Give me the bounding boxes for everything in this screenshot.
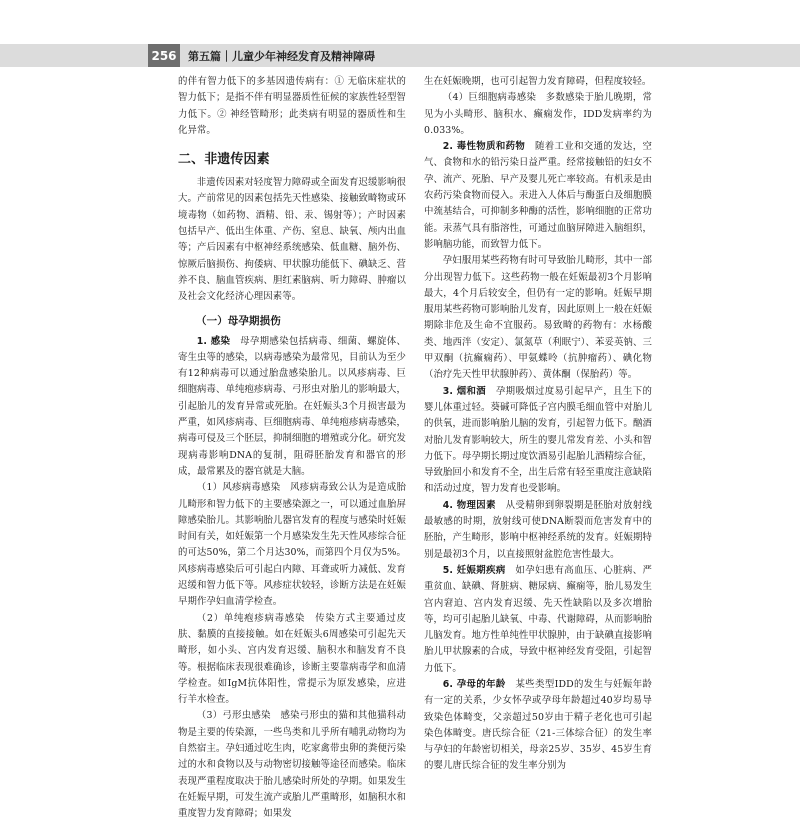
disease-text: 如孕妇患有高血压、心脏病、严重贫血、缺碘、肾脏病、糖尿病、癫痫等，胎儿易发生宫内窘迫、宫内发育迟缓、先天性缺陷以及多次增胎等，均可引起胎儿缺氧、中毒、代谢障碍，从而影响胎儿脑发育。地方性单纯性甲状腺肿，由于缺碘直接影响胎儿甲状腺素的合成，导致中枢神经发育受阻，引起智力低下。	[424, 564, 652, 674]
toxoplasma-paragraph: （3）弓形虫感染 感染弓形虫的猫和其他猫科动物是主要的传染源，一些鸟类和儿乎所有哺乳动物均为自然宿主。孕妇通过吃生肉，吃家禽带虫卵的粪便污染过的水和食物以及与动物密切接触等途径而感染。临床表现严重程度取决于胎儿感染时所处的孕期。如果发生在妊娠早期，可发生流产或胎儿严重畸形，如脑积水和重度智力发育障碍；如果发	[178, 710, 406, 820]
page-header	[148, 44, 688, 67]
age-paragraph	[424, 677, 652, 775]
right-column	[424, 74, 652, 775]
smoking-keyword: 3. 烟和酒	[442, 385, 487, 397]
disease-keyword: 5. 妊娠期疾病	[442, 564, 506, 576]
rubella-paragraph: （1）风疹病毒感染 风疹病毒致公认为是造成胎儿畸形和智力低下的主要感染源之一，可以通过血胎屏障感染胎儿。其影响胎儿器官发育的程度与感染时妊娠时间有关，如妊娠第一个月感染发生先天性风疹综合征的可达50%，第二个月达30%，而第四个月仅为5%。风疹病毒感染后可引起白内障、耳聋或听力减低、发育迟缓和智力低下等。风疹症状较轻，诊断方法是在妊娠早期作孕妇血清学检查。	[178, 482, 406, 608]
infection-text: 母孕期感染包括病毒、细菌、螺旋体、寄生虫等的感染，以病毒感染为最常见，目前认为至少有12种病毒可以通过胎盘感染胎儿。以风疹病毒、巨细胞病毒、单纯疱疹病毒、弓形虫对胎儿的影响最大，引起胎儿的发育异常或死胎。在妊娠头3个月损害最为严重，如风疹病毒、巨细胞病毒、单纯疱疹病毒感染，病毒可侵及三个胚层，抑制细胞的增殖或分化。研究发现病毒影响DNA的复制，阻碍胚胎发育和器官的形成，最常累及的器官就是大脑。	[178, 335, 406, 477]
drugs-paragraph: 孕妇服用某些药物有时可导致胎儿畸形，其中一部分出现智力低下。这些药物一般在妊娠最初3个月影响最大，4个月后较安全，但仍有一定的影响。妊娠早期服用某些药物可影响胎儿发育，因此原则上一般在妊娠期除非危及生命不宜服药。易致畸的药物有：水杨酸类、地西泮（安定）、氯氮草（利眠宁）、苯妥英钠、三甲双酮（抗癫痫药）、甲氨蝶呤（抗肿瘤药）、碘化物（治疗先天性甲状腺肿药）、黄体酮（保胎药）等。	[424, 255, 652, 381]
toxins-keyword: 2. 毒性物质和药物	[442, 141, 526, 153]
smoking-text: 孕期吸烟过度易引起早产，且生下的婴儿体重过轻。葵碱可降低子宫内膜毛细血管中对胎儿的供氧，进而影响胎儿脑的发育，引起智力低下。酗酒对胎儿发育影响较大，所生的婴儿常发育差、小头和智力低下。母孕期长期过度饮酒易引起胎儿酒精综合征，导致胎回小和发育不全，出生后常有轻至重度注意缺陷和活动过度，智力发育也受影响。	[424, 385, 652, 495]
continued-paragraph: 生在妊娠晚期，也可引起智力发育障碍，但程度较轻。	[424, 76, 652, 87]
age-text: 某些类型IDD的发生与妊娠年龄有一定的关系，少女怀孕或孕母年龄超过40岁均易导致染色体畸变，父亲超过50岁由于精子老化也可引起染色体畸变。唐氏综合征（21-三体综合征）的发生率与孕妇的年龄密切相关，母亲25岁、35岁、45岁生育的婴儿唐氏综合征的发生率分别为	[424, 678, 652, 772]
section-title: 二、非遗传因素	[178, 152, 270, 168]
age-keyword: 6. 孕母的年龄	[442, 678, 506, 690]
herpes-paragraph: （2）单纯疱疹病毒感染 传染方式主要通过皮肤、黏膜的直接接触。如在妊娠头6周感染可引起先天畸形，如小头、宫内发育迟缓、脑积水和脑发育不良等。根据临床表现很难确诊，诊断主要靠病毒学和血清学检查。如IgM抗体阳性，常提示为原发感染，应进行羊水检查。	[178, 612, 406, 706]
physical-text: 从受精卵到卵裂期是胚胎对放射线最敏感的时期，放射线可使DNA断裂而危害发育中的胚胎，产生畸形，影响中枢神经系统的发育。妊娠期特别是最初3个月，以直接照射盆腔危害性最大。	[424, 499, 652, 560]
smoking-paragraph	[424, 384, 652, 498]
disease-paragraph	[424, 563, 652, 677]
infection-paragraph	[178, 334, 406, 481]
intro-paragraph: 的伴有智力低下的多基因遗传病有：① 无临床症状的智力低下；是指不伴有明显器质性征候的家族性轻型智力低下。② 神经管畸形；此类病有明显的器质性和生化异常。	[178, 76, 406, 136]
cmv-paragraph: （4）巨细胞病毒感染 多数感染于胎儿晚期，常见为小头畸形、脑积水、癫痫发作，IDD发病率约为0.033%。	[424, 92, 652, 136]
left-column	[178, 74, 406, 822]
physical-keyword: 4. 物理因素	[442, 499, 496, 511]
infection-keyword: 1. 感染	[196, 335, 231, 347]
section-paragraph: 非遗传因素对轻度智力障碍或全面发育迟缓影响很大。产前常见的因素包括先天性感染、接触致畸物或环境毒物（如药物、酒精、铅、汞、锡射等）；产时因素包括早产、低出生体重、产伤、窒息、缺氧、颅内出血等；产后因素有中枢神经系统感染、低血糖、脑外伤、惊厥后脑损伤、拘倭病、甲状腺功能低下、碘缺乏、营养不良、脑血管疾病、胆红素脑病、听力障碍、肿瘤以及社会文化经济心理因素等。	[178, 177, 406, 303]
toxins-text: 随着工业和交通的发达，空气、食物和水的铅污染日益严重。经常接触铅的妇女不孕、流产、死胎、早产及婴儿死亡率较高。有机汞是由农药污染食物而侵入。汞进入人体后与酶蛋白及细胞膜中巯基结合，可抑制多种酶的活性，影响细胞的正常功能。汞蒸气具有脂溶性，可通过血脑屏障进入脑组织，影响脑功能，而致智力低下。	[424, 141, 652, 250]
physical-paragraph	[424, 498, 652, 563]
toxins-paragraph	[424, 139, 652, 253]
subsection-title: （一）母孕期损伤	[196, 314, 281, 327]
running-head: 第五篇｜儿童少年神经发育及精神障碍	[188, 49, 375, 63]
page-number: 256	[148, 44, 180, 67]
